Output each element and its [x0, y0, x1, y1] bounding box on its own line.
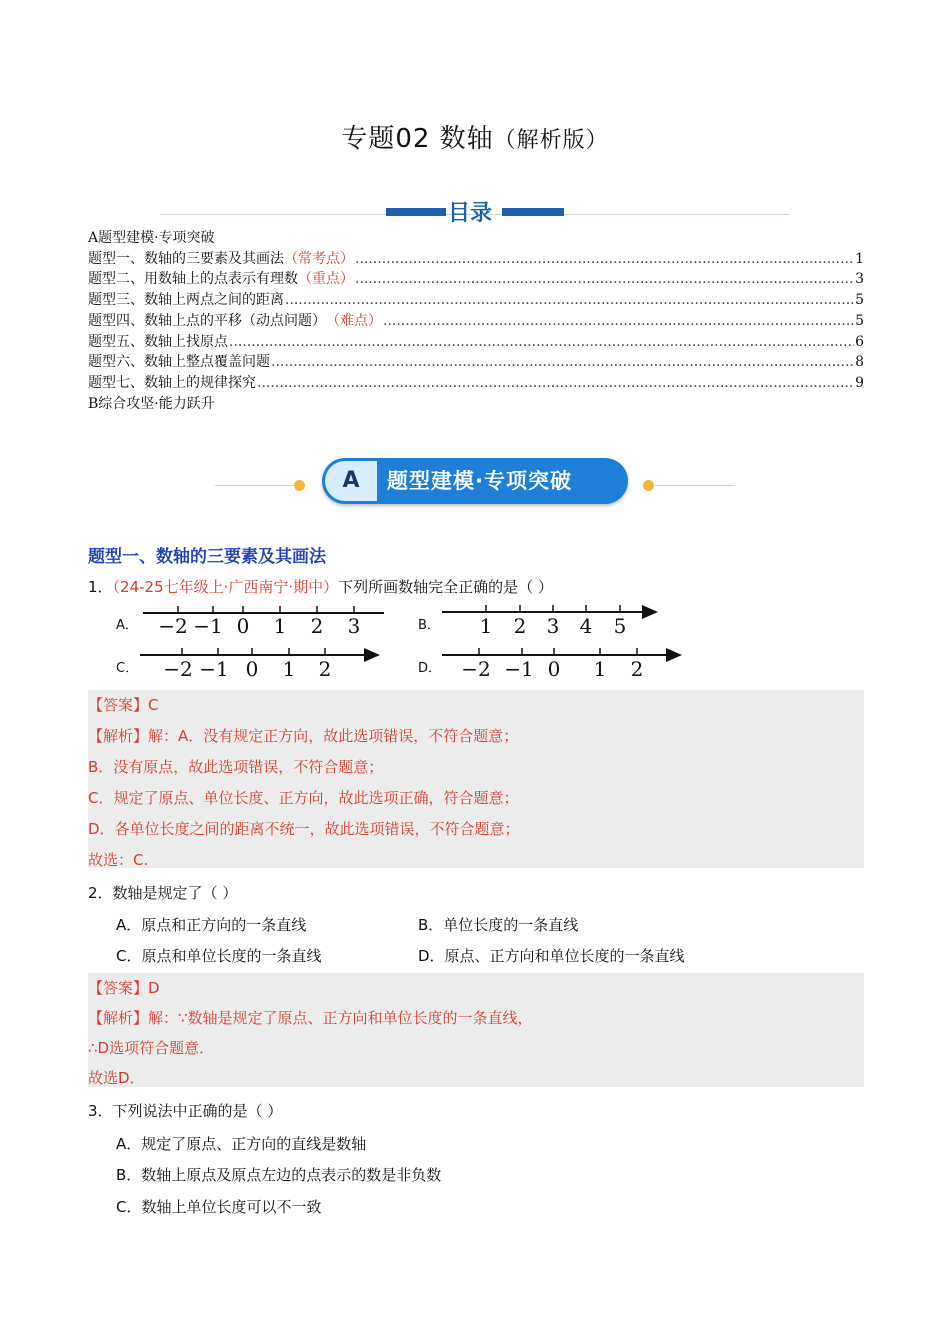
tick-label: 5	[613, 614, 627, 638]
tick-label: 0	[547, 657, 561, 681]
option-c-letter: C．	[116, 661, 139, 676]
arrow-head	[642, 605, 658, 619]
banner-label: 题型建模·专项突破	[387, 469, 572, 493]
analysis-line: ∴D选项符合题意．	[88, 1039, 215, 1057]
q2-option-b: B．单位长度的一条直线	[418, 916, 579, 934]
banner-line-right	[655, 485, 735, 486]
answer-text: 【答案】D	[88, 979, 160, 997]
tick-label: 3	[347, 614, 361, 638]
analysis-line: 【解析】解：A．没有规定正方向，故此选项错误，不符合题意；	[88, 727, 519, 745]
tick-label: −2	[163, 657, 193, 681]
tick-label: 1	[479, 614, 493, 638]
tick-label: 2	[513, 614, 527, 638]
question-number: 1．	[88, 578, 113, 596]
analysis-line: C．规定了原点、单位长度、正方向，故此选项正确，符合题意；	[88, 789, 519, 807]
analysis-line: 故选：C.	[88, 851, 149, 869]
banner-letter: A	[325, 461, 377, 501]
q2-option-a: A．原点和正方向的一条直线	[116, 916, 307, 934]
q2-option-c: C．原点和单位长度的一条直线	[116, 947, 322, 965]
tick-label: 1	[593, 657, 607, 681]
question-source: （24-25七年级上·广西南宁·期中）	[112, 578, 339, 596]
question-stem: 下列所画数轴完全正确的是（ ）	[338, 578, 553, 596]
analysis-line: D．各单位长度之间的距离不统一，故此选项错误，不符合题意；	[88, 820, 520, 838]
q3-option-a: A．规定了原点、正方向的直线是数轴	[116, 1135, 367, 1153]
option-d-letter: D．	[418, 661, 442, 676]
question-2	[88, 882, 237, 903]
question-stem: 下列说法中正确的是（ ）	[112, 1102, 283, 1120]
toc-item[interactable]: 题型二、用数轴上的点表示有理数 （重点） ..... 3	[88, 269, 864, 290]
question-1	[88, 576, 553, 597]
tick-label: 0	[245, 657, 259, 681]
toc-heading	[0, 196, 950, 232]
toc-heading-text: 目录	[448, 201, 493, 226]
answer-box-2	[88, 973, 864, 1087]
tick-label: −1	[504, 657, 534, 681]
toc-item[interactable]: 题型五、数轴上找原点 ..... 6	[88, 332, 864, 353]
arrow-head	[364, 648, 380, 662]
number-line-d	[440, 643, 686, 683]
answer-box-1	[88, 690, 864, 868]
toc-part-b[interactable]: B综合攻坚·能力跃升	[88, 395, 215, 412]
toc-bar-right	[502, 208, 564, 216]
question-3	[88, 1100, 282, 1121]
tick-label: −2	[461, 657, 491, 681]
title-main: 专题02 数轴	[341, 124, 494, 154]
tick-label: 2	[318, 657, 332, 681]
tick-label: −1	[193, 614, 223, 638]
tick-label: 4	[579, 614, 593, 638]
toc-bar-left	[386, 208, 446, 216]
number-line-c	[138, 643, 384, 683]
question-number: 2．	[88, 884, 113, 902]
tick-label: 1	[273, 614, 287, 638]
banner-dot-right	[643, 480, 654, 491]
toc-item[interactable]: 题型四、数轴上点的平移（动点问题） （难点） ..... 5	[88, 311, 864, 332]
section-banner	[215, 456, 735, 506]
tick-label: −2	[158, 614, 188, 638]
number-line-b	[440, 600, 662, 640]
banner-dot-left	[294, 480, 305, 491]
tick-label: 2	[630, 657, 644, 681]
question-number: 3．	[88, 1102, 113, 1120]
toc-part-a[interactable]: A题型建模·专项突破	[88, 230, 215, 246]
option-b-letter: B．	[418, 618, 440, 633]
title-sub: （解析版）	[493, 128, 609, 153]
tick-label: 3	[546, 614, 560, 638]
toc-item[interactable]: 题型一、数轴的三要素及其画法 （常考点） ..... 1	[88, 249, 864, 270]
q2-option-d: D．原点、正方向和单位长度的一条直线	[418, 947, 685, 965]
toc-item[interactable]: 题型七、数轴上的规律探究 ..... 9	[88, 373, 864, 394]
toc-item[interactable]: 题型三、数轴上两点之间的距离 ..... 5	[88, 290, 864, 311]
banner-line-left	[215, 485, 297, 486]
answer-text: 【答案】C	[88, 696, 159, 714]
section-title: 题型一、数轴的三要素及其画法	[88, 547, 326, 567]
tick-label: 2	[310, 614, 324, 638]
table-of-contents	[88, 228, 864, 414]
option-a-letter: A．	[116, 618, 138, 633]
q3-option-b: B．数轴上原点及原点左边的点表示的数是非负数	[116, 1166, 442, 1184]
tick-label: 1	[282, 657, 296, 681]
analysis-line: 【解析】解：∵数轴是规定了原点、正方向和单位长度的一条直线，	[88, 1009, 533, 1027]
analysis-line: 故选D．	[88, 1069, 145, 1087]
analysis-line: B．没有原点，故此选项错误，不符合题意；	[88, 758, 384, 776]
number-line-a	[140, 600, 390, 640]
arrow-head	[666, 648, 682, 662]
tick-label: −1	[199, 657, 229, 681]
page-title	[0, 118, 950, 155]
tick-label: 0	[236, 614, 250, 638]
question-stem: 数轴是规定了（ ）	[112, 884, 238, 902]
q3-option-c: C．数轴上单位长度可以不一致	[116, 1198, 322, 1216]
toc-item[interactable]: 题型六、数轴上整点覆盖问题 ..... 8	[88, 352, 864, 373]
